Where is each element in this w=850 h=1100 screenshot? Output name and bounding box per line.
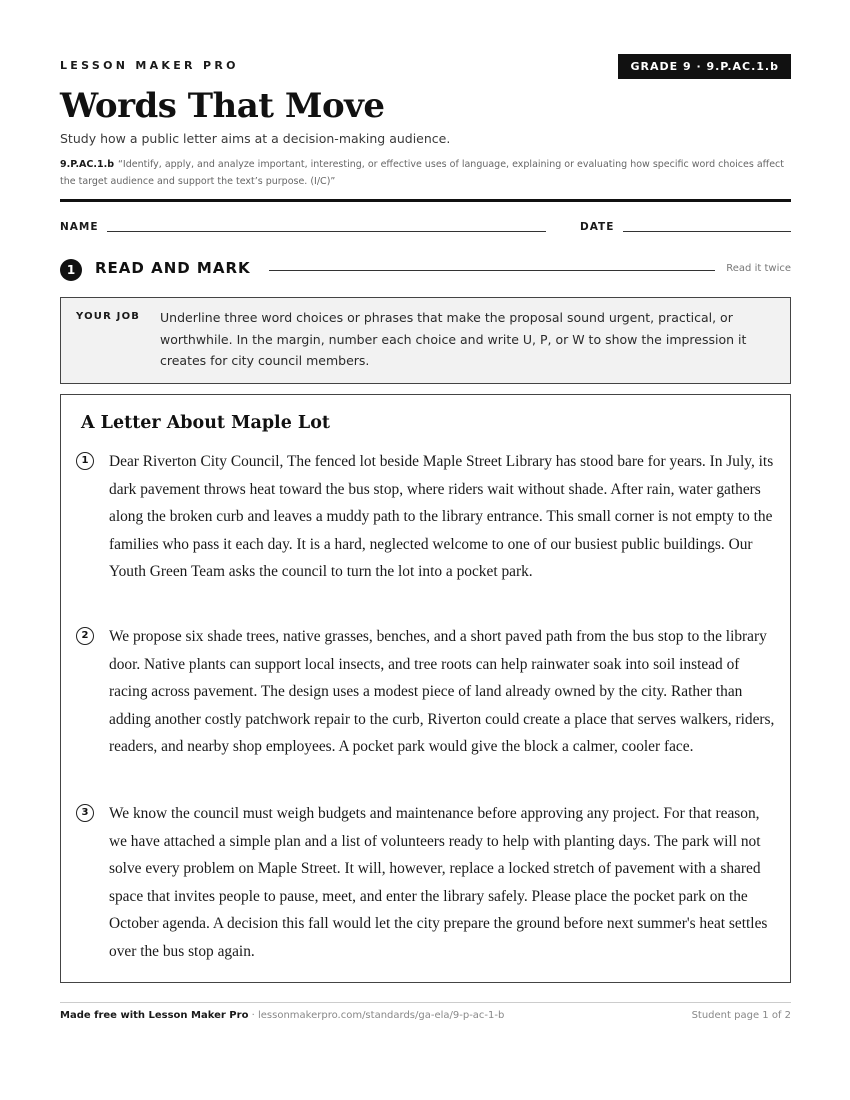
passage-paragraph: We know the council must weigh budgets and maintenance before approving any project. For that reason, we have attached a simple plan and a list of volunteers ready to help with planting days. The park will not solve every problem on Maple Street. It will, however, replace a locked stretch of pavement with a shared space that invites people to pause, meet, and enter the library safely. Please place the pocket park on the October agenda. A decision this fall would let the city prepare the ground before next summer's heat settles over the bus stop again. xyxy=(109,805,768,960)
passage-paragraph: Dear Riverton City Council, The fenced lot beside Maple Street Library has stood bare for years. In July, its dark pavement throws heat toward the bus stop, where riders wait without shade. After rain, water gathers along the broken curb and leaves a muddy path to the library entrance. This small corner is not empty to the families who pass it each day. It is a hard, neglected welcome to one of our busiest public buildings. Our Youth Green Team asks the council to turn the lot into a pocket park. xyxy=(109,453,774,581)
step-divider xyxy=(269,270,715,271)
page-title: Words That Move xyxy=(60,86,385,126)
passage-title: A Letter About Maple Lot xyxy=(81,413,330,433)
standard-text: “Identify, apply, and analyze important, interesting, or effective uses of language, explaining or evaluating how specific word choices affect the target audience and support the text’s purpose. (I/C)” xyxy=(60,159,785,187)
task-label: YOUR JOB xyxy=(76,311,141,322)
footer-page-number: Student page 1 of 2 xyxy=(691,1010,791,1021)
task-instructions-box xyxy=(60,297,791,384)
paragraph-number: 2 xyxy=(76,627,94,645)
passage-box xyxy=(60,394,791,983)
footer-divider xyxy=(60,1002,791,1003)
page-subtitle: Study how a public letter aims at a decision-making audience. xyxy=(60,131,451,146)
footer-made-with: Made free with Lesson Maker Pro xyxy=(60,1010,249,1021)
worksheet-page xyxy=(60,0,791,1100)
step-number-badge: 1 xyxy=(60,259,82,281)
footer-url[interactable]: · lessonmakerpro.com/standards/ga-ela/9-p-ac-1-b xyxy=(248,1010,505,1021)
step-note: Read it twice xyxy=(726,263,791,274)
brand-name: LESSON MAKER PRO xyxy=(60,59,239,72)
standard-code: 9.P.AC.1.b xyxy=(60,159,114,170)
date-label: DATE xyxy=(580,221,615,233)
date-line[interactable] xyxy=(623,231,791,232)
header-divider xyxy=(60,199,791,202)
grade-badge: GRADE 9 · 9.P.AC.1.b xyxy=(618,54,791,79)
footer-credit xyxy=(60,1010,504,1021)
paragraph-number: 3 xyxy=(76,804,94,822)
step-title: READ AND MARK xyxy=(95,259,251,277)
name-line[interactable] xyxy=(107,231,546,232)
task-text: Underline three word choices or phrases that make the proposal sound urgent, practical, or worthwhile. In the margin, number each choice and write U, P, or W to show the impression it creates for city council members. xyxy=(160,310,747,368)
standard-description xyxy=(60,156,791,190)
passage-paragraph: We propose six shade trees, native grasses, benches, and a short paved path from the bus stop to the library door. Native plants can support local insects, and tree roots can help rainwater soak into soil instead of racing across pavement. The design uses a modest piece of land already owned by the city. Rather than adding another costly patchwork repair to the curb, Riverton could create a place that serves walkers, riders, readers, and nearby shop employees. A pocket park would give the block a calmer, cooler face. xyxy=(109,628,775,756)
name-label: NAME xyxy=(60,221,99,233)
paragraph-number: 1 xyxy=(76,452,94,470)
